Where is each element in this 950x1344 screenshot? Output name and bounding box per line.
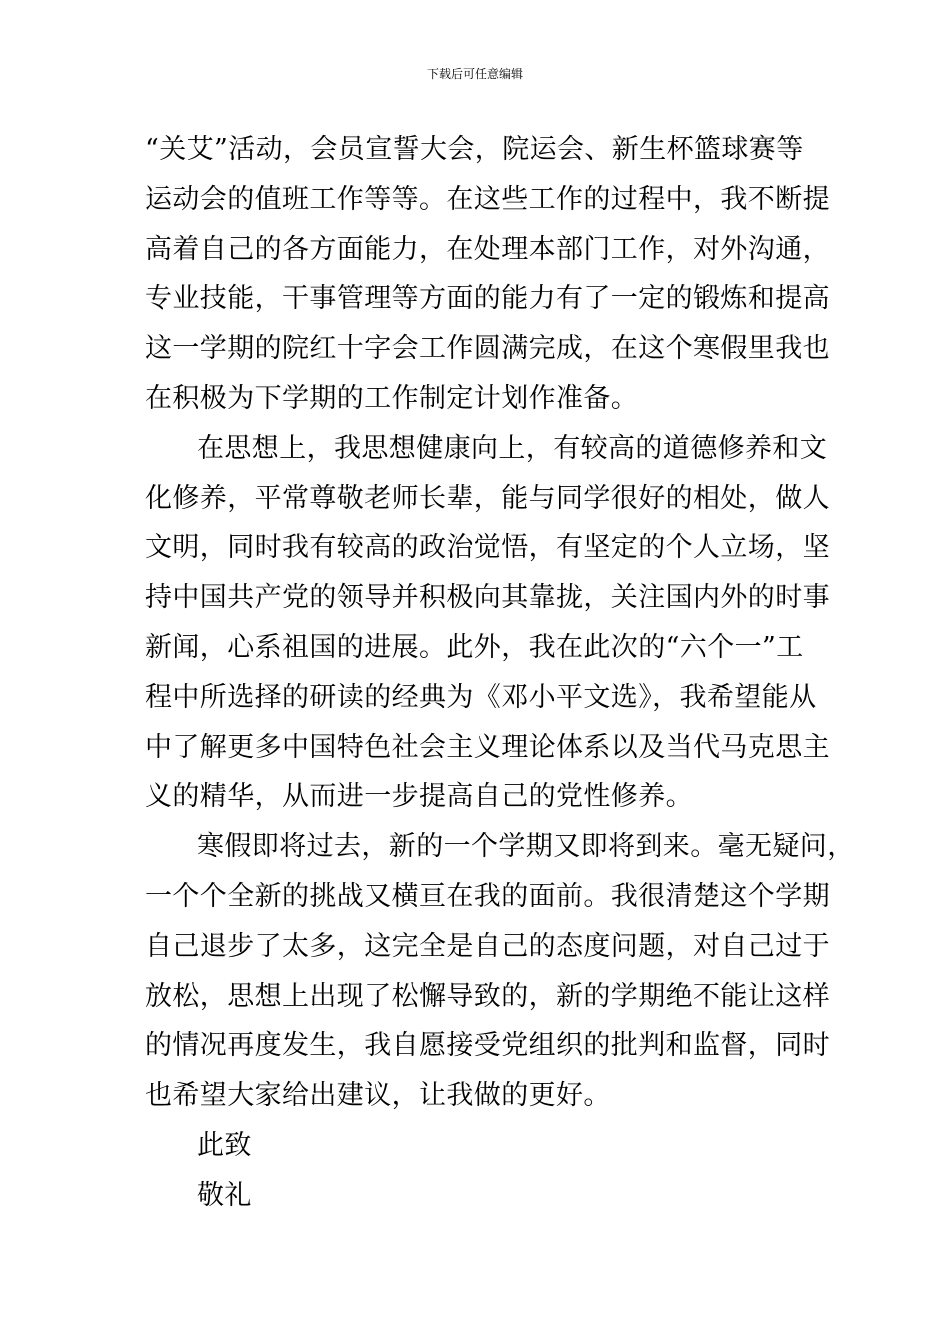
text-line: 新闻，心系祖国的进展。此外，我在此次的“六个一”工 <box>145 631 804 663</box>
text-line: 这一学期的院红十字会工作圆满完成，在这个寒假里我也 <box>145 333 830 365</box>
text-line: 中了解更多中国特色社会主义理论体系以及当代马克思主 <box>145 731 830 763</box>
text-line: 放松，思想上出现了松懈导致的，新的学期绝不能让这样 <box>145 980 830 1012</box>
closing-regards: 敬礼 <box>197 1179 252 1211</box>
text-line: 持中国共产党的领导并积极向其靠拢，关注国内外的时事 <box>145 582 830 614</box>
paragraph-start-line: 在思想上，我思想健康向上，有较高的道德修养和文 <box>197 432 828 464</box>
text-line: 在积极为下学期的工作制定计划作准备。 <box>145 382 639 414</box>
closing-salutation: 此致 <box>197 1129 252 1161</box>
text-line: 义的精华，从而进一步提高自己的党性修养。 <box>145 781 693 813</box>
header-note: 下载后可任意编辑 <box>426 67 523 81</box>
text-line: 自己退步了太多，这完全是自己的态度问题，对自己过于 <box>145 930 830 962</box>
text-line: “关艾”活动，会员宣誓大会，院运会、新生杯篮球赛等 <box>145 134 804 165</box>
document-body <box>145 125 855 1221</box>
text-line: 的情况再度发生，我自愿接受党组织的批判和监督，同时 <box>145 1030 830 1062</box>
paragraph-start-line: 寒假即将过去，新的一个学期又即将到来。毫无疑问， <box>197 831 855 863</box>
text-line: 程中所选择的研读的经典为《邓小平文选》，我希望能从 <box>145 681 817 713</box>
text-line: 运动会的值班工作等等。在这些工作的过程中，我不断提 <box>145 183 830 215</box>
text-line: 一个个全新的挑战又横亘在我的面前。我很清楚这个学期 <box>145 880 830 912</box>
text-line: 也希望大家给出建议，让我做的更好。 <box>145 1080 611 1112</box>
text-line: 文明，同时我有较高的政治觉悟，有坚定的个人立场，坚 <box>145 532 830 564</box>
text-line: 专业技能，干事管理等方面的能力有了一定的锻炼和提高 <box>145 283 830 315</box>
text-line: 化修养，平常尊敬老师长辈，能与同学很好的相处，做人 <box>145 482 830 514</box>
text-line: 高着自己的各方面能力，在处理本部门工作，对外沟通， <box>145 233 830 265</box>
